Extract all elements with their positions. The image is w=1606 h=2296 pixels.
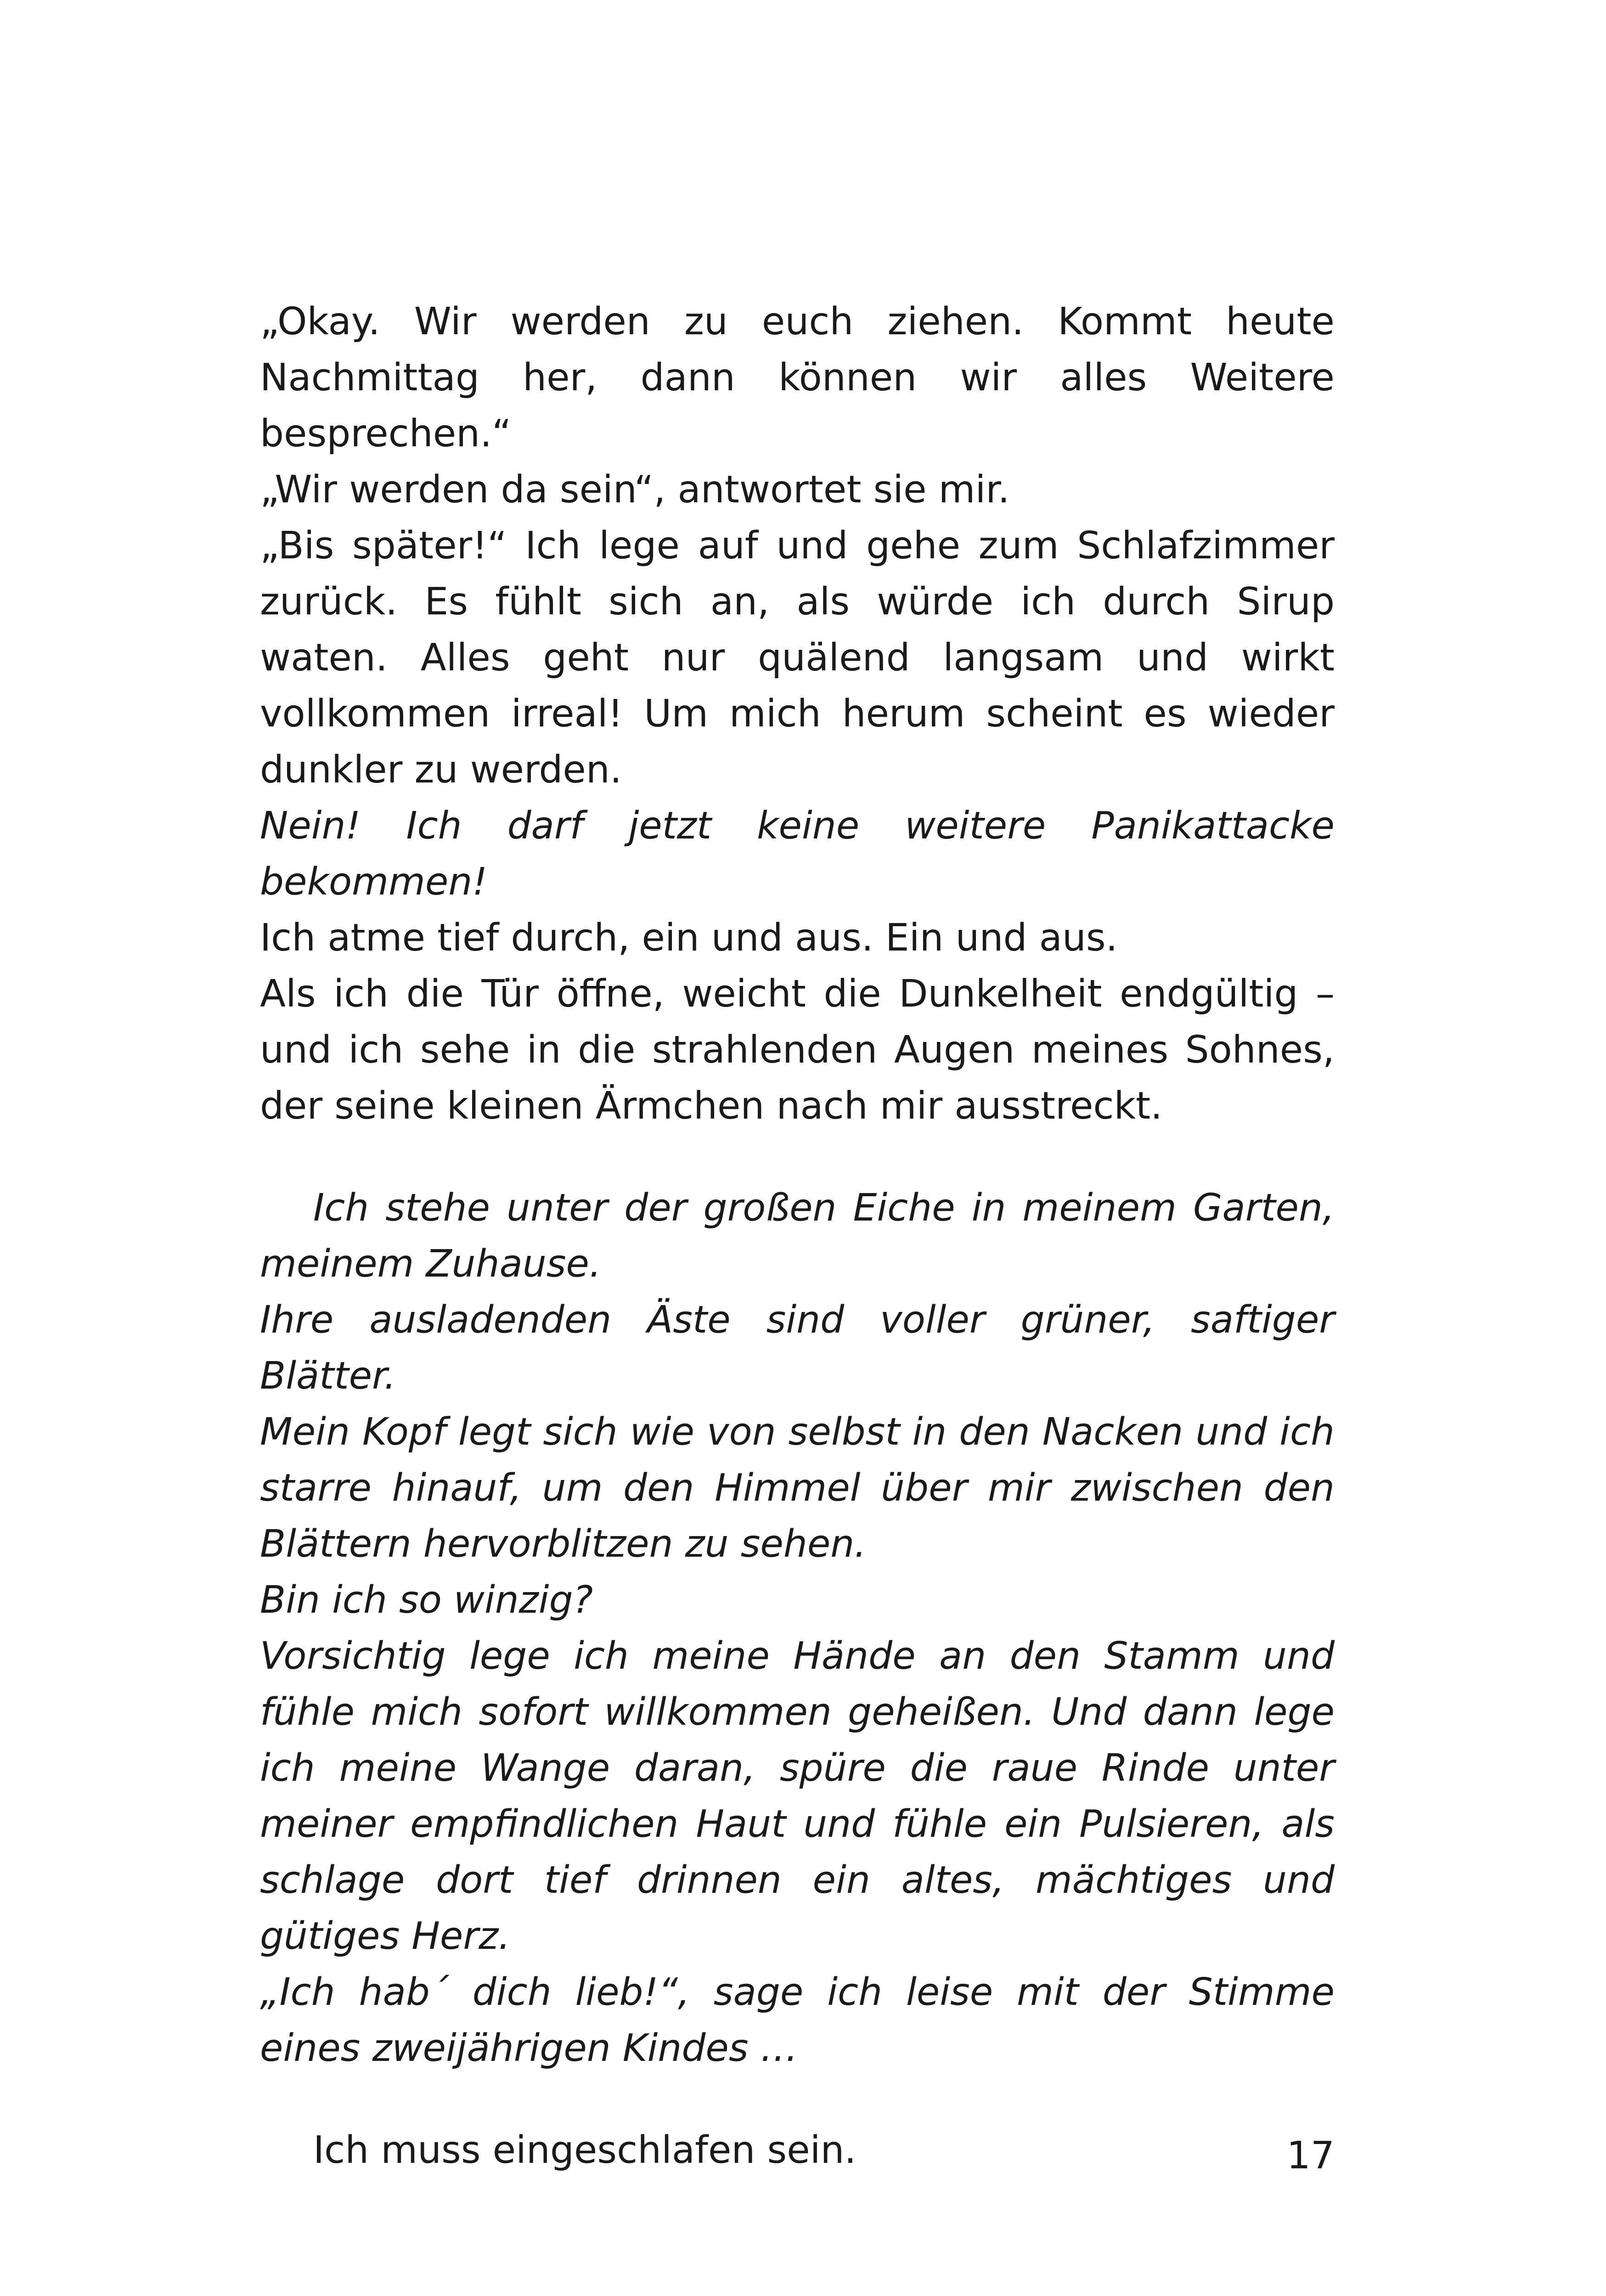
paragraph-dream-question: Bin ich so winzig? — [260, 1578, 593, 1622]
paragraph-door-opens: Als ich die Tür öffne, weicht die Dunkelheit endgültig – und ich sehe in die strahlenden Augen meines Sohnes, der seine kleinen Ärmchen nach mir ausstreckt. — [260, 972, 1335, 1128]
paragraph-fell-asleep: Ich muss eingeschlafen sein. — [313, 2128, 857, 2172]
section-break — [260, 2077, 1335, 2122]
paragraph-dream-sky: Mein Kopf legt sich wie von selbst in den Nacken und ich starre hinauf, um den Himmel über mir zwischen den Blättern hervorblitzen zu sehen. — [260, 1410, 1335, 1566]
paragraph-dream-branches: Ihre ausladenden Äste sind voller grüner, saftiger Blätter. — [260, 1298, 1335, 1398]
paragraph-breathing: Ich atme tief durch, ein und aus. Ein und aus. — [260, 916, 1118, 960]
paragraph-dream-oak: Ich stehe unter der großen Eiche in meinem Garten, meinem Zuhause. — [260, 1186, 1335, 1286]
paragraph-dream-whisper: „Ich hab´ dich lieb!“, sage ich leise mit der Stimme eines zweijährigen Kindes … — [260, 1970, 1335, 2070]
page-number: 17 — [1286, 2134, 1335, 2178]
paragraph-dream-trunk: Vorsichtig lege ich meine Hände an den Stamm und fühle mich sofort willkommen geheißen. Und dann lege ich meine Wange daran, spüre die raue Rinde unter meiner empfindlichen Haut und fühle ein Pulsieren, als schlage dort tief drinnen ein altes, mächtiges und gütiges Herz. — [260, 1634, 1335, 1958]
paragraph-inner-thought: Nein! Ich darf jetzt keine weitere Panikattacke bekommen! — [260, 804, 1335, 904]
paragraph-dialogue-okay: „Okay. Wir werden zu euch ziehen. Kommt heute Nachmittag her, dann können wir alles Weitere besprechen.“ — [260, 300, 1335, 456]
section-break — [260, 1134, 1335, 1180]
body-text — [260, 294, 1335, 2178]
paragraph-dialogue-reply: „Wir werden da sein“, antwortet sie mir. — [260, 468, 1010, 512]
paragraph-hang-up: „Bis später!“ Ich lege auf und gehe zum Schlafzimmer zurück. Es fühlt sich an, als würde ich durch Sirup waten. Alles geht nur quälend langsam und wirkt vollkommen irreal! Um mich herum scheint es wieder dunkler zu werden. — [260, 524, 1335, 792]
